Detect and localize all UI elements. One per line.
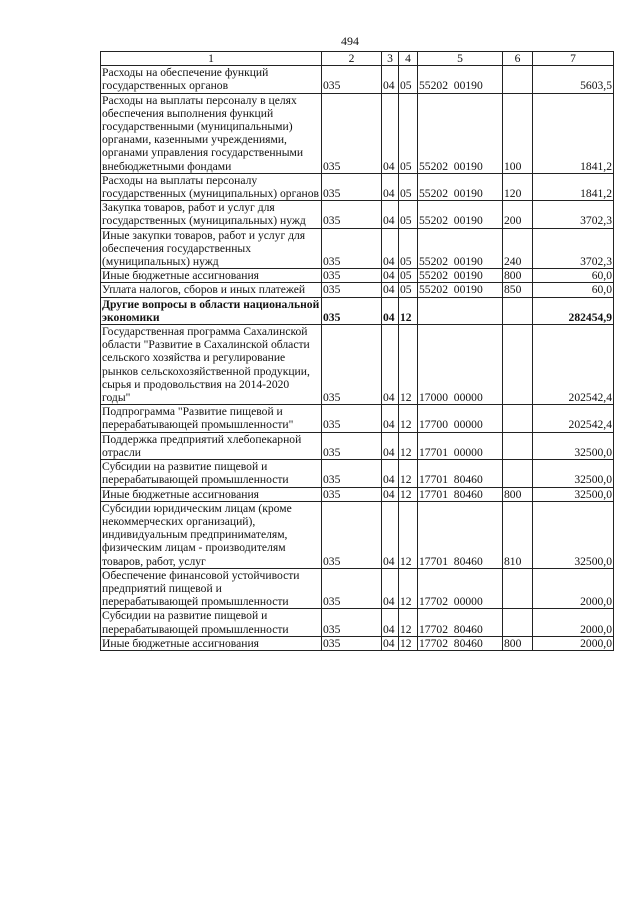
cell-subsection: 12 bbox=[399, 325, 418, 405]
cell-name: Расходы на выплаты персоналу государственных (муниципальных) органов bbox=[101, 173, 322, 200]
cell-admin: 035 bbox=[322, 405, 382, 432]
cell-name: Иные бюджетные ассигнования bbox=[101, 269, 322, 283]
cell-target: 17702 00000 bbox=[418, 568, 503, 609]
cell-target: 55202 00190 bbox=[418, 93, 503, 173]
cell-type bbox=[503, 609, 533, 636]
cell-type: 800 bbox=[503, 636, 533, 650]
cell-type bbox=[503, 432, 533, 459]
cell-target: 17701 80460 bbox=[418, 501, 503, 568]
cell-target bbox=[418, 297, 503, 324]
cell-target: 17701 00000 bbox=[418, 432, 503, 459]
cell-section: 04 bbox=[382, 297, 399, 324]
cell-target: 55202 00190 bbox=[418, 173, 503, 200]
col-header-subsection: 4 bbox=[399, 52, 418, 66]
cell-amount: 60,0 bbox=[533, 283, 614, 297]
cell-target: 55202 00190 bbox=[418, 66, 503, 93]
cell-target: 17701 80460 bbox=[418, 487, 503, 501]
col-header-amount: 7 bbox=[533, 52, 614, 66]
cell-admin: 035 bbox=[322, 460, 382, 487]
cell-subsection: 05 bbox=[399, 173, 418, 200]
cell-target: 55202 00190 bbox=[418, 269, 503, 283]
cell-name: Поддержка предприятий хлебопекарной отрасли bbox=[101, 432, 322, 459]
cell-name: Субсидии на развитие пищевой и перерабатывающей промышленности bbox=[101, 460, 322, 487]
cell-name: Расходы на обеспечение функций государственных органов bbox=[101, 66, 322, 93]
cell-name: Государственная программа Сахалинской области "Развитие в Сахалинской области сельского хозяйства и регулирование рынков сельскохозяйственной продукции, сырья и продовольствия на 2014-2020 годы" bbox=[101, 325, 322, 405]
cell-section: 04 bbox=[382, 636, 399, 650]
cell-section: 04 bbox=[382, 568, 399, 609]
cell-type: 850 bbox=[503, 283, 533, 297]
cell-amount: 2000,0 bbox=[533, 609, 614, 636]
cell-name: Другие вопросы в области национальной экономики bbox=[101, 297, 322, 324]
col-header-target: 5 bbox=[418, 52, 503, 66]
cell-section: 04 bbox=[382, 325, 399, 405]
table-row bbox=[101, 283, 614, 297]
cell-type: 200 bbox=[503, 201, 533, 228]
cell-amount: 202542,4 bbox=[533, 405, 614, 432]
cell-admin: 035 bbox=[322, 636, 382, 650]
cell-subsection: 12 bbox=[399, 609, 418, 636]
table-row bbox=[101, 173, 614, 200]
table-row bbox=[101, 297, 614, 324]
cell-admin: 035 bbox=[322, 201, 382, 228]
cell-admin: 035 bbox=[322, 487, 382, 501]
cell-name: Обеспечение финансовой устойчивости предприятий пищевой и перерабатывающей промышленности bbox=[101, 568, 322, 609]
cell-subsection: 05 bbox=[399, 201, 418, 228]
cell-type: 120 bbox=[503, 173, 533, 200]
cell-admin: 035 bbox=[322, 283, 382, 297]
col-header-type: 6 bbox=[503, 52, 533, 66]
cell-name: Субсидии на развитие пищевой и перерабатывающей промышленности bbox=[101, 609, 322, 636]
cell-admin: 035 bbox=[322, 297, 382, 324]
cell-section: 04 bbox=[382, 66, 399, 93]
cell-section: 04 bbox=[382, 405, 399, 432]
cell-subsection: 12 bbox=[399, 432, 418, 459]
col-header-name: 1 bbox=[101, 52, 322, 66]
table-row bbox=[101, 501, 614, 568]
cell-target: 17700 00000 bbox=[418, 405, 503, 432]
cell-target: 17000 00000 bbox=[418, 325, 503, 405]
cell-name: Субсидии юридическим лицам (кроме некоммерческих организаций), индивидуальным предпринимателям, физическим лицам - производителям товаров, работ, услуг bbox=[101, 501, 322, 568]
cell-admin: 035 bbox=[322, 173, 382, 200]
cell-subsection: 05 bbox=[399, 228, 418, 269]
cell-subsection: 05 bbox=[399, 66, 418, 93]
cell-subsection: 12 bbox=[399, 487, 418, 501]
cell-target: 17702 80460 bbox=[418, 636, 503, 650]
table-row bbox=[101, 269, 614, 283]
table-row bbox=[101, 487, 614, 501]
cell-subsection: 12 bbox=[399, 405, 418, 432]
cell-admin: 035 bbox=[322, 66, 382, 93]
cell-section: 04 bbox=[382, 487, 399, 501]
cell-amount: 282454,9 bbox=[533, 297, 614, 324]
cell-amount: 32500,0 bbox=[533, 460, 614, 487]
table-row bbox=[101, 228, 614, 269]
budget-table bbox=[100, 51, 614, 651]
cell-target: 17701 80460 bbox=[418, 460, 503, 487]
table-row bbox=[101, 66, 614, 93]
cell-amount: 32500,0 bbox=[533, 487, 614, 501]
cell-amount: 3702,3 bbox=[533, 201, 614, 228]
cell-amount: 32500,0 bbox=[533, 432, 614, 459]
table-row bbox=[101, 93, 614, 173]
cell-section: 04 bbox=[382, 609, 399, 636]
cell-target: 55202 00190 bbox=[418, 228, 503, 269]
table-row bbox=[101, 405, 614, 432]
table-row bbox=[101, 460, 614, 487]
cell-section: 04 bbox=[382, 269, 399, 283]
cell-admin: 035 bbox=[322, 228, 382, 269]
cell-amount: 2000,0 bbox=[533, 568, 614, 609]
cell-name: Подпрограмма "Развитие пищевой и перерабатывающей промышленности" bbox=[101, 405, 322, 432]
cell-amount: 1841,2 bbox=[533, 93, 614, 173]
cell-target: 55202 00190 bbox=[418, 283, 503, 297]
cell-section: 04 bbox=[382, 432, 399, 459]
cell-admin: 035 bbox=[322, 609, 382, 636]
cell-type: 240 bbox=[503, 228, 533, 269]
cell-subsection: 12 bbox=[399, 568, 418, 609]
cell-admin: 035 bbox=[322, 93, 382, 173]
cell-admin: 035 bbox=[322, 269, 382, 283]
cell-subsection: 12 bbox=[399, 297, 418, 324]
cell-amount: 202542,4 bbox=[533, 325, 614, 405]
cell-target: 55202 00190 bbox=[418, 201, 503, 228]
table-row bbox=[101, 568, 614, 609]
cell-type bbox=[503, 66, 533, 93]
cell-type bbox=[503, 405, 533, 432]
cell-admin: 035 bbox=[322, 432, 382, 459]
col-header-admin: 2 bbox=[322, 52, 382, 66]
cell-section: 04 bbox=[382, 173, 399, 200]
table-row bbox=[101, 609, 614, 636]
cell-type bbox=[503, 568, 533, 609]
cell-subsection: 05 bbox=[399, 269, 418, 283]
cell-section: 04 bbox=[382, 283, 399, 297]
cell-amount: 60,0 bbox=[533, 269, 614, 283]
cell-subsection: 12 bbox=[399, 501, 418, 568]
table-row bbox=[101, 325, 614, 405]
cell-name: Иные бюджетные ассигнования bbox=[101, 487, 322, 501]
cell-type bbox=[503, 460, 533, 487]
cell-section: 04 bbox=[382, 228, 399, 269]
cell-name: Уплата налогов, сборов и иных платежей bbox=[101, 283, 322, 297]
col-header-section: 3 bbox=[382, 52, 399, 66]
cell-type: 810 bbox=[503, 501, 533, 568]
cell-subsection: 12 bbox=[399, 460, 418, 487]
cell-admin: 035 bbox=[322, 325, 382, 405]
table-row bbox=[101, 432, 614, 459]
cell-admin: 035 bbox=[322, 568, 382, 609]
cell-name: Иные бюджетные ассигнования bbox=[101, 636, 322, 650]
cell-type: 800 bbox=[503, 487, 533, 501]
cell-name: Иные закупки товаров, работ и услуг для обеспечения государственных (муниципальных) нужд bbox=[101, 228, 322, 269]
page-number: 494 bbox=[341, 34, 359, 48]
cell-name: Расходы на выплаты персоналу в целях обеспечения выполнения функций государственными (муниципальными) органами, казенными учреждениями, органами управления государственными внебюджетными фондами bbox=[101, 93, 322, 173]
cell-amount: 5603,5 bbox=[533, 66, 614, 93]
cell-subsection: 05 bbox=[399, 283, 418, 297]
cell-amount: 3702,3 bbox=[533, 228, 614, 269]
cell-section: 04 bbox=[382, 460, 399, 487]
cell-amount: 32500,0 bbox=[533, 501, 614, 568]
header-row bbox=[101, 52, 614, 66]
cell-type: 100 bbox=[503, 93, 533, 173]
cell-section: 04 bbox=[382, 501, 399, 568]
table-row bbox=[101, 636, 614, 650]
cell-type bbox=[503, 325, 533, 405]
cell-type: 800 bbox=[503, 269, 533, 283]
cell-type bbox=[503, 297, 533, 324]
cell-amount: 2000,0 bbox=[533, 636, 614, 650]
cell-section: 04 bbox=[382, 93, 399, 173]
cell-name: Закупка товаров, работ и услуг для государственных (муниципальных) нужд bbox=[101, 201, 322, 228]
cell-section: 04 bbox=[382, 201, 399, 228]
cell-subsection: 12 bbox=[399, 636, 418, 650]
cell-target: 17702 80460 bbox=[418, 609, 503, 636]
cell-amount: 1841,2 bbox=[533, 173, 614, 200]
cell-subsection: 05 bbox=[399, 93, 418, 173]
table-row bbox=[101, 201, 614, 228]
cell-admin: 035 bbox=[322, 501, 382, 568]
